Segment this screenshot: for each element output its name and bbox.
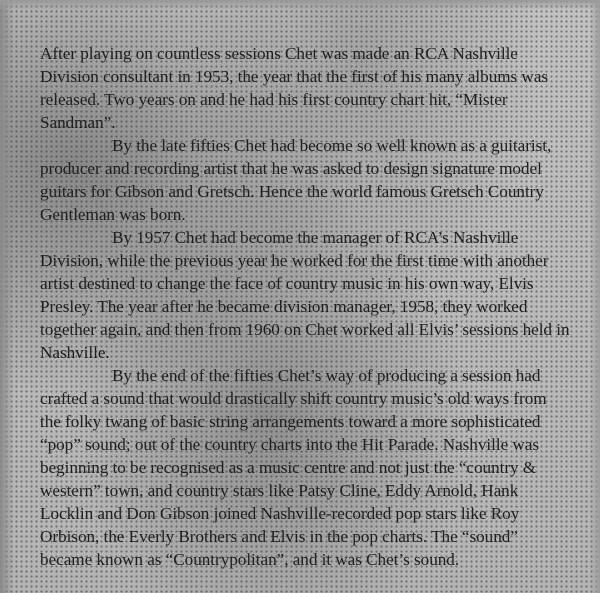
paragraph-rca-consultant: After playing on countless sessions Chet was made an RCA Nashville Division consultant in 1953, the year that the first of his many albums was released. Two years on and he had his first country chart hit, “Mister Sandman”. xyxy=(40,44,548,132)
page-edge-shadow-right xyxy=(590,0,600,593)
paragraph-signature-guitars: By the late fifties Chet had become so well known as a guitarist, producer and recording artist that he was asked to design signature model guitars for Gibson and Gretsch. Hence the world famous Gretsch Country Gentleman was born. xyxy=(40,136,552,224)
paragraph-elvis-presley: By 1957 Chet had become the manager of RCA’s Nashville Division, while the previous year he worked for the first time with another artist destined to change the face of country music in his own way, Elvis Presley. The year after he became division manager, 1958, they worked together again, and then from 1960 on Chet worked all Elvis’ sessions held in Nashville. xyxy=(40,228,570,362)
liner-notes-text xyxy=(40,42,570,571)
page-edge-shadow-top xyxy=(0,0,600,10)
page-edge-shadow-left xyxy=(0,0,14,593)
paragraph-countrypolitan: By the end of the fifties Chet’s way of producing a session had crafted a sound that would drastically shift country music’s old ways from the folky twang of basic string arrangements toward a more sophisticated “pop” sound; out of the country charts into the Hit Parade. Nashville was beginning to be recognised as a music centre and not just the “country & western” town, and country stars like Patsy Cline, Eddy Arnold, Hank Locklin and Don Gibson joined Nashville-recorded pop stars like Roy Orbison, the Everly Brothers and Elvis in the pop charts. The “sound” became known as “Countrypolitan”, and it was Chet’s sound. xyxy=(40,366,547,569)
